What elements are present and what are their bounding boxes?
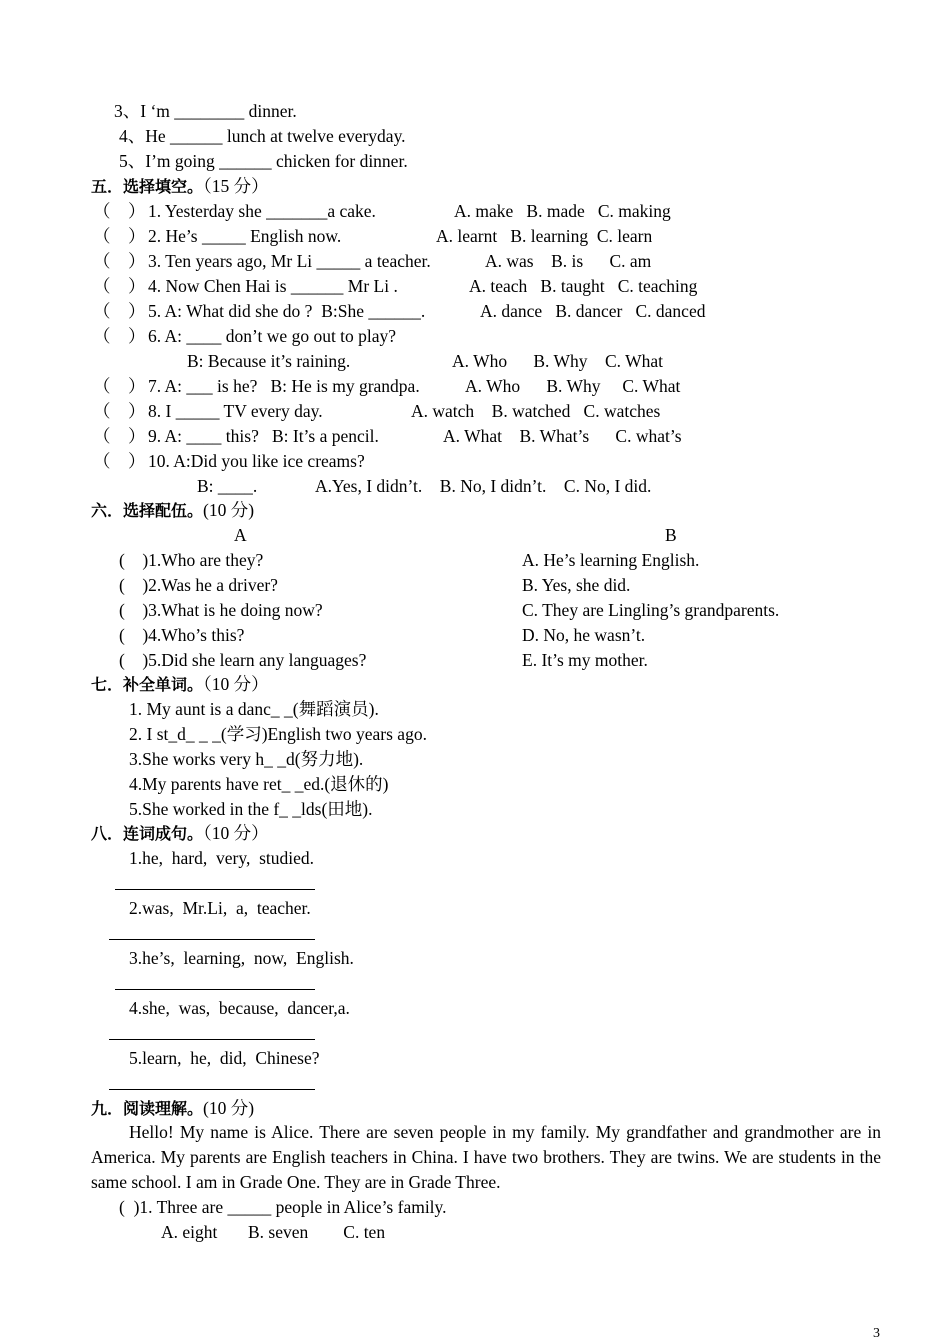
match-question-1: ( )1.Who are they? xyxy=(119,550,264,570)
choice-question-10: 10. A:Did you like ice creams? xyxy=(148,451,365,471)
choice-paren: （ ） xyxy=(93,451,146,471)
reading-question-1: ( )1. Three are _____ people in Alice’s family. xyxy=(119,1197,447,1217)
choice-options-6: A. Who B. Why C. What xyxy=(452,351,663,371)
section-9-heading xyxy=(91,1096,254,1121)
section-6-heading xyxy=(91,498,254,523)
match-answer-a: A. He’s learning English. xyxy=(522,550,700,570)
choice-paren: （ ） xyxy=(93,276,146,296)
section-7-title: 七．补全单词。 xyxy=(91,675,204,694)
word-item-4: 4.My parents have ret_ _ed.(退休的) xyxy=(129,774,389,794)
choice-paren: （ ） xyxy=(93,301,146,321)
section-9-points: (10 分) xyxy=(203,1098,255,1118)
choice-question-6-b: B: Because it’s raining. xyxy=(187,351,351,371)
match-answer-e: E. It’s my mother. xyxy=(522,650,648,670)
word-item-2: 2. I st_d_ _ _(学习)English two years ago. xyxy=(129,724,427,744)
choice-options-10: A.Yes, I didn’t. B. No, I didn’t. C. No, I did. xyxy=(315,476,652,496)
choice-options-7: A. Who B. Why C. What xyxy=(465,376,681,396)
choice-options-5: A. dance B. dancer C. danced xyxy=(480,301,706,321)
sentence-item-2: 2.was, Mr.Li, a, teacher. xyxy=(129,898,311,918)
choice-options-2: A. learnt B. learning C. learn xyxy=(436,226,653,246)
answer-line-3 xyxy=(115,989,315,990)
fill-item-4: 4、He ______ lunch at twelve everyday. xyxy=(119,126,406,146)
sentence-item-5: 5.learn, he, did, Chinese? xyxy=(129,1048,320,1068)
choice-options-3: A. was B. is C. am xyxy=(485,251,652,271)
section-5-title: 五．选择填空。 xyxy=(91,177,204,196)
choice-options-8: A. watch B. watched C. watches xyxy=(411,401,661,421)
word-item-1: 1. My aunt is a danc_ _(舞蹈演员). xyxy=(129,699,379,719)
sentence-item-1: 1.he, hard, very, studied. xyxy=(129,848,314,868)
section-5-points: （15 分） xyxy=(203,176,269,196)
reading-question-1-options: A. eight B. seven C. ten xyxy=(161,1222,386,1242)
choice-options-4: A. teach B. taught C. teaching xyxy=(469,276,698,296)
column-a-label: A xyxy=(234,525,247,545)
fill-item-3: 3、I ‘m ________ dinner. xyxy=(114,101,297,121)
choice-question-5: 5. A: What did she do ? B:She ______. xyxy=(148,301,426,321)
choice-question-3: 3. Ten years ago, Mr Li _____ a teacher. xyxy=(148,251,431,271)
word-item-5: 5.She worked in the f_ _lds(田地). xyxy=(129,799,373,819)
section-9-title: 九．阅读理解。 xyxy=(91,1099,204,1118)
reading-passage: Hello! My name is Alice. There are seven people in my family. My grandfather and grandmother are in America. My parents are English teachers in China. I have two brothers. They are twins. We are students in the same school. I am in Grade One. They are in Grade Three. xyxy=(91,1122,881,1192)
match-question-2: ( )2.Was he a driver? xyxy=(119,575,278,595)
choice-question-2: 2. He’s _____ English now. xyxy=(148,226,342,246)
section-8-heading xyxy=(91,821,269,846)
answer-line-2 xyxy=(109,939,315,940)
choice-question-6: 6. A: ____ don’t we go out to play? xyxy=(148,326,397,346)
choice-question-1: 1. Yesterday she _______a cake. xyxy=(148,201,376,221)
section-7-points: （10 分） xyxy=(203,674,269,694)
page-number: 3 xyxy=(873,1326,880,1341)
choice-options-9: A. What B. What’s C. what’s xyxy=(443,426,682,446)
match-answer-d: D. No, he wasn’t. xyxy=(522,625,646,645)
match-answer-b: B. Yes, she did. xyxy=(522,575,631,595)
answer-line-4 xyxy=(109,1039,315,1040)
choice-question-4: 4. Now Chen Hai is ______ Mr Li . xyxy=(148,276,398,296)
match-question-3: ( )3.What is he doing now? xyxy=(119,600,323,620)
word-item-3: 3.She works very h_ _d(努力地). xyxy=(129,749,364,769)
section-6-title: 六．选择配伍。 xyxy=(91,501,204,520)
choice-question-9: 9. A: ____ this? B: It’s a pencil. xyxy=(148,426,379,446)
choice-question-7: 7. A: ___ is he? B: He is my grandpa. xyxy=(148,376,420,396)
sentence-item-4: 4.she, was, because, dancer,a. xyxy=(129,998,350,1018)
choice-paren: （ ） xyxy=(93,426,146,446)
choice-paren: （ ） xyxy=(93,376,146,396)
choice-question-8: 8. I _____ TV every day. xyxy=(148,401,323,421)
choice-paren: （ ） xyxy=(93,226,146,246)
section-7-heading xyxy=(91,672,269,697)
choice-paren: （ ） xyxy=(93,251,146,271)
choice-question-10-b: B: ____. xyxy=(197,476,258,496)
choice-paren: （ ） xyxy=(93,401,146,421)
match-answer-c: C. They are Lingling’s grandparents. xyxy=(522,600,780,620)
fill-item-5: 5、I’m going ______ chicken for dinner. xyxy=(119,151,408,171)
choice-options-1: A. make B. made C. making xyxy=(454,201,671,221)
choice-paren: （ ） xyxy=(93,201,146,221)
answer-line-5 xyxy=(109,1089,315,1090)
answer-line-1 xyxy=(115,889,315,890)
match-question-5: ( )5.Did she learn any languages? xyxy=(119,650,367,670)
choice-paren: （ ） xyxy=(93,326,146,346)
section-8-points: （10 分） xyxy=(203,823,269,843)
section-8-title: 八．连词成句。 xyxy=(91,824,204,843)
column-b-label: B xyxy=(665,525,677,545)
sentence-item-3: 3.he’s, learning, now, English. xyxy=(129,948,354,968)
section-5-heading xyxy=(91,174,269,199)
match-question-4: ( )4.Who’s this? xyxy=(119,625,245,645)
section-6-points: (10 分) xyxy=(203,500,255,520)
